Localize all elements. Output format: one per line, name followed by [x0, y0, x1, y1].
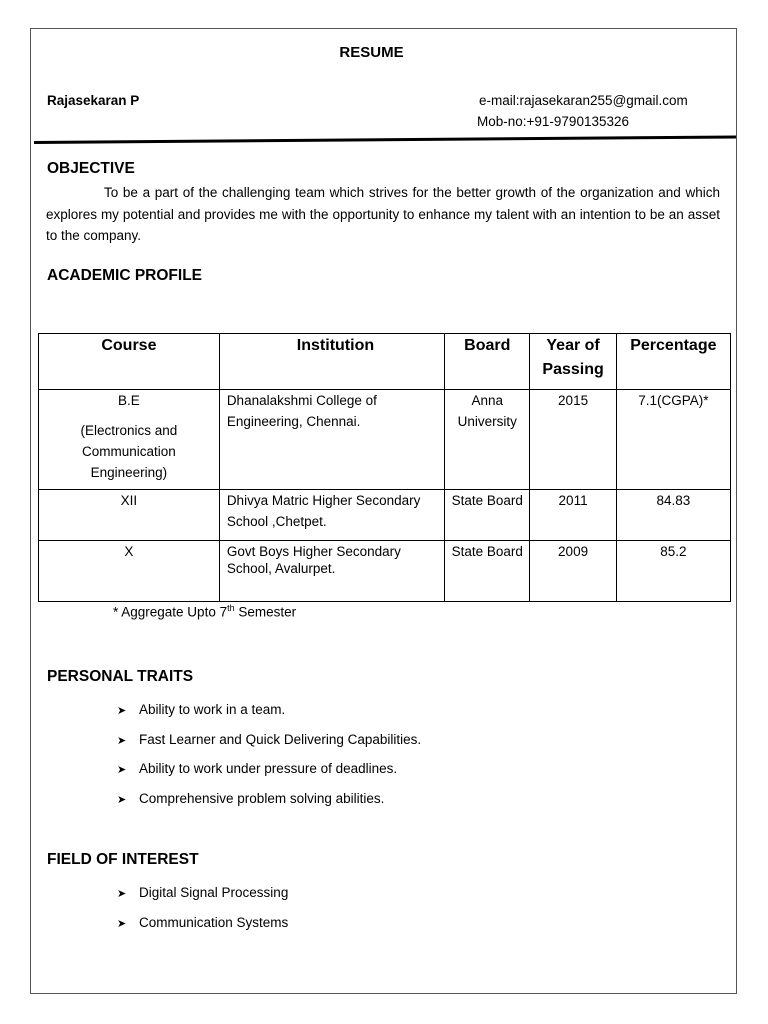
- year-cell: 2011: [530, 490, 616, 541]
- table-row: [39, 541, 731, 602]
- interests-list: [117, 884, 288, 943]
- column-header-year: Year of Passing: [530, 334, 616, 390]
- course-cell: [39, 390, 220, 490]
- arrow-bullet-icon: ➤: [117, 888, 127, 900]
- arrow-bullet-icon: ➤: [117, 917, 127, 930]
- board-cell: Anna University: [445, 390, 530, 490]
- column-header-institution: Institution: [219, 334, 444, 390]
- course-detail: (Electronics and Communication Engineering): [80, 423, 178, 480]
- page-title: RESUME: [339, 44, 404, 61]
- column-header-course: Course: [39, 334, 220, 390]
- arrow-bullet-icon: ➤: [117, 793, 127, 806]
- year-cell: 2009: [530, 541, 616, 602]
- candidate-name: Rajasekaran P: [47, 93, 140, 108]
- objective-heading: OBJECTIVE: [47, 160, 135, 177]
- traits-list: [117, 701, 421, 819]
- arrow-bullet-icon: ➤: [117, 705, 127, 717]
- percentage-cell: 84.83: [616, 490, 730, 541]
- course-name: B.E: [118, 393, 140, 408]
- institution-cell: Dhivya Matric Higher Secondary School ,Chetpet.: [219, 490, 444, 541]
- institution-cell: Dhanalakshmi College of Engineering, Chennai.: [219, 390, 444, 490]
- year-cell: 2015: [530, 390, 616, 490]
- list-item: ➤ Ability to work under pressure of deadlines.: [117, 760, 421, 790]
- contact-email: e-mail:rajasekaran255@gmail.com: [479, 93, 688, 108]
- course-cell: XII: [39, 490, 220, 541]
- column-header-percentage: Percentage: [616, 334, 730, 390]
- arrow-bullet-icon: ➤: [117, 764, 127, 776]
- course-cell: X: [39, 541, 220, 602]
- table-footnote: * Aggregate Upto 7th Semester: [113, 603, 297, 620]
- list-item: ➤ Ability to work in a team.: [117, 701, 421, 731]
- percentage-cell: 7.1(CGPA)*: [616, 390, 730, 490]
- arrow-bullet-icon: ➤: [117, 734, 127, 747]
- objective-text: To be a part of the challenging team which strives for the better growth of the organization and which explores my potential and provides me with the opportunity to enhance my talent with an intention to be an asset to the company.: [46, 185, 720, 243]
- list-item: ➤ Digital Signal Processing: [117, 884, 288, 914]
- table-row: [39, 490, 731, 541]
- interests-heading: FIELD OF INTEREST: [47, 851, 199, 868]
- academic-heading: ACADEMIC PROFILE: [47, 267, 202, 284]
- board-cell: State Board: [445, 541, 530, 602]
- table-header-row: [39, 334, 731, 390]
- academic-table: [38, 333, 731, 602]
- institution-cell: Govt Boys Higher Secondary School, Avalurpet.: [219, 541, 444, 602]
- board-cell: State Board: [445, 490, 530, 541]
- contact-mobile: Mob-no:+91-9790135326: [477, 114, 630, 129]
- list-item: ➤ Fast Learner and Quick Delivering Capabilities.: [117, 731, 421, 761]
- list-item: ➤ Communication Systems: [117, 914, 288, 944]
- percentage-cell: 85.2: [616, 541, 730, 602]
- list-item: ➤ Comprehensive problem solving abilities.: [117, 790, 421, 820]
- traits-heading: PERSONAL TRAITS: [47, 668, 194, 685]
- column-header-board: Board: [445, 334, 530, 390]
- table-row: [39, 390, 731, 490]
